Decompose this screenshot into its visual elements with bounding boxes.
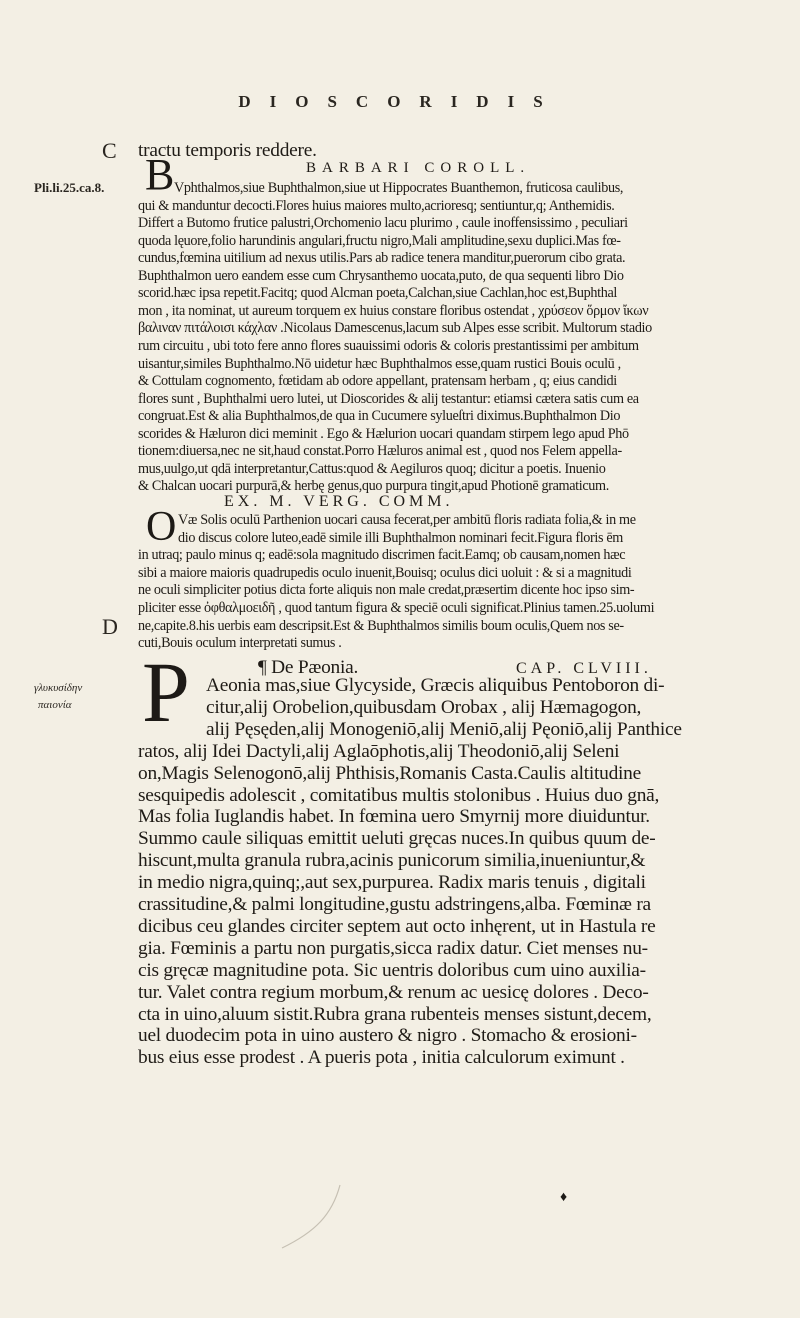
text-line: βαλιναν πιτάλοισι κάχλαν .Nicolaus Damescenus,lacum sub Alpes esse scribit. Multorum stadio — [138, 320, 652, 337]
text-line: Differt a Butomo frutice palustri,Orchomenio lacu plurimo , caule inoffensissimo , peculiari — [138, 215, 628, 232]
text-line: crassitudine,& palmi longitudine,gustu adstringens,alba. Fœminæ ra — [138, 894, 651, 915]
dropcap-o: O — [146, 504, 177, 550]
text-line: scorid.hæc ipsa repetit.Facitq; quod Alcman poeta,Calchan,siue Cachlan,hoc est,Buphthal — [138, 285, 617, 302]
text-line: tionem:diuersa,nec ne sit,haud constat.Porro Hæluros animal est , quod nos Felem appella- — [138, 443, 622, 460]
text-line: cta in uino,aluum sistit.Rubra grana rubenteis menses sistunt,decem, — [138, 1003, 652, 1025]
text-line: cis gręcæ magnitudine pota. Sic uentris doloribus cum uino auxilia- — [138, 959, 646, 981]
text-line: dicibus ceu glandes circiter septem aut octo inhęrent, ut in Hastula re — [138, 915, 656, 937]
footer-ornament: ♦ — [560, 1190, 568, 1205]
text-line: congruat.Est & alia Buphthalmos,de qua in Cucumere sylueſtri diximus.Buphthalmon Dio — [138, 408, 621, 425]
text-line: Aeonia mas,siue Glycyside, Græcis aliquibus Pentoboron di- — [206, 675, 665, 696]
text-line: pliciter esse ὀφθαλμοειδῆ , quod tantum figura & speciē oculi significat.Plinius tamen.25.uolumi — [138, 600, 655, 616]
text-line: qui & manduntur decocti.Flores huius maiores multo,acrioresq; sentiuntur,q; Anthemidis. — [138, 197, 615, 214]
paragraph-mark-icon: ¶ — [258, 657, 267, 678]
running-header: DIOSCORIDIS — [238, 92, 562, 111]
text-line: citur,alij Orobelion,quibusdam Orobax , alij Hæmagogon, — [206, 696, 642, 718]
text-line: scorides & Hæluron dici meminit . Ego & Hælurion uocari quandam stirpem lego apud Phō — [138, 425, 629, 442]
text-line: in medio nigra,quinq;,aut sex,purpurea. Radix maris tenuis , digitali — [138, 872, 646, 894]
text-line: hiscunt,multa granula rubra,acinis punicorum similia,inueniuntur,& — [138, 850, 646, 872]
text-line: ne,capite.8.his uerbis eam descripsit.Est & Buphthalmos similis boum oculis,Quem nos se- — [138, 617, 624, 634]
text-line: alij Pęsęden,alij Monogeniō,alij Meniō,alij Pęoniō,alij Panthice — [206, 718, 682, 740]
text-line: mus,uulgo,ut qdā interpretantur,Cattus:quod & Aegiluros quoq; dicitur a poetis. Inuenio — [138, 460, 606, 477]
text-line: Buphthalmon uero eandem esse cum Chrysanthemo uocata,puto, de qua sequenti libro Dio — [138, 267, 624, 284]
margin-greek-note-2: παιονία — [38, 699, 72, 711]
chapter-number: CAP. CLVIII. — [516, 660, 652, 677]
text-line: & Chalcan uocari purpurā,& herbę genus,quo purpura tingit,apud Photionē gramaticum. — [138, 478, 609, 495]
margin-letter-c: C — [102, 138, 117, 163]
text-line: in utraq; paulo minus q; eadē:sola magnitudo discrimen facit.Eamq; ob causam,nomen hæc — [138, 547, 626, 564]
text-line: sesquipedis adolescit , comitatibus multis stolonibus . Huius duo gnā, — [138, 784, 660, 806]
barbari-heading: BARBARI COROLL. — [306, 160, 531, 176]
text-line: flores sunt , Buphthalmi uero lutei, ut Dioscorides & alij testantur: etiamsi cætera satis cum ea — [138, 390, 639, 407]
text-line: tur. Valet contra regium morbum,& renum ac uesicę dolores . Deco- — [138, 981, 649, 1003]
text-line: & Cottulam cognomento, fœtidam ab odore appellant, pratensam herbam , q; eius candidi — [138, 373, 617, 390]
text-line: gia. Fœminis a partu non purgatis,sicca radix datur. Ciet menses nu- — [138, 937, 648, 959]
margin-greek-note-1: γλυκυσίδην — [34, 682, 83, 694]
text-line: dio discus colore luteo,eadē simile illi Buphthalmon nominari fecit.Figura floris ēm — [178, 529, 623, 546]
text-line: on,Magis Selenogonō,alij Phthisis,Romanis Casta.Caulis altitudine — [138, 762, 641, 784]
text-line: cuti,Bouis oculum interpretati sumus . — [138, 635, 342, 652]
vergilius-heading: EX. M. VERG. COMM. — [224, 493, 454, 510]
text-line: Væ Solis oculū Parthenion uocari causa fecerat,per ambitū floris radiata folia,& in me — [178, 512, 636, 528]
opening-line: tractu temporis reddere. — [138, 140, 317, 161]
text-line: bus eius esse prodest . A pueris pota , initia calculorum eximunt . — [138, 1047, 625, 1069]
text-line: Summo caule siliquas emittit ueluti gręcas nuces.In quibus quum de- — [138, 828, 656, 850]
chapter-title-text: De Pæonia. — [271, 657, 359, 678]
margin-letter-d: D — [102, 614, 118, 639]
dropcap-p: P — [142, 644, 190, 740]
dropcap-b: B — [145, 150, 175, 199]
text-line: uisantur,similes Buphthalmo.Nō uidetur hæc Buphthalmos esse,quam rustici Bouis oculū , — [138, 355, 621, 372]
text-line: mon , ita nominat, ut aureum torquem ex huius constare floribus ostendat , χρύσεον ὅρμον ἴκων — [138, 302, 649, 319]
margin-reference: Pli.li.25.ca.8. — [34, 180, 105, 195]
text-line: sibi a maiore maioris quadrupedis oculo inuenit,Bouisq; oculus dici uoluit : & si a magnitudi — [138, 564, 632, 581]
text-line: ratos, alij Idei Dactyli,alij Aglaōphotis,alij Theodoniō,alij Seleni — [138, 740, 620, 762]
text-line: cundus,fœmina uitilium ad nexus utilis.Pars ab radice tenera manditur,puerorum cibo grata. — [138, 250, 626, 267]
text-line: uel duodecim pota in uino austero & nigro . Stomacho & erosioni- — [138, 1025, 637, 1047]
text-line: Vphthalmos,siue Buphthalmon,siue ut Hippocrates Buanthemon, fruticosa caulibus, — [174, 180, 624, 196]
text-line: quoda lęuore,folio harundinis angulari,fructu nigro,Mali amplitudine,sexu duplici.Mas fœ- — [138, 232, 621, 249]
text-line: rum circuitu , ubi toto fere anno flores suauissimi odoris & coloris prestantissimi per ambitum — [138, 337, 639, 354]
text-line: Mas folia Iuglandis habet. In fœmina uero Smyrnij more diuiduntur. — [138, 806, 650, 828]
text-line: ne oculi simpliciter potius dicta forte aliquis non male credat,præsertim dicente hoc ipso sim- — [138, 582, 635, 599]
